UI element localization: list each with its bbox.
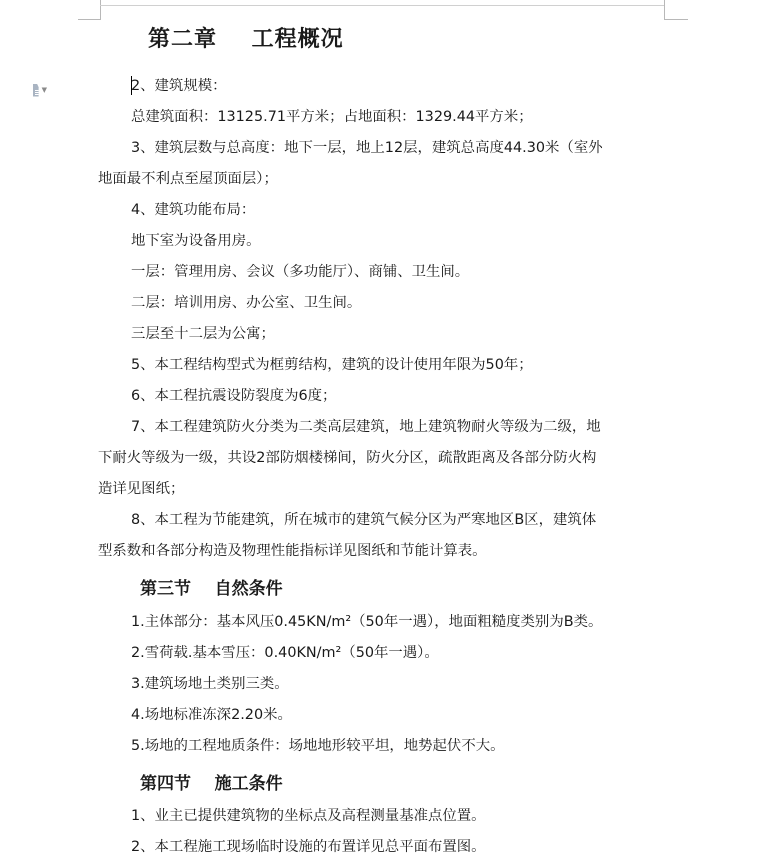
paragraph-line[interactable]: 1.主体部分：基本风压0.45KN/m²（50年一遇），地面粗糙度类别为B类。: [131, 614, 603, 630]
paragraph-line[interactable]: 总建筑面积：13125.71平方米；占地面积：1329.44平方米；: [131, 109, 533, 125]
crop-mark-left: [100, 0, 101, 20]
paragraph-line[interactable]: 5.场地的工程地质条件：场地地形较平坦，地势起伏不大。: [131, 738, 505, 754]
paragraph-line[interactable]: 下耐火等级为一级，共设2部防烟楼梯间，防火分区，疏散距离及各部分防火构: [98, 450, 597, 466]
paragraph-line[interactable]: 地面最不利点至屋顶面层）；: [98, 171, 278, 187]
paragraph-line[interactable]: 8、本工程为节能建筑，所在城市的建筑气候分区为严寒地区B区，建筑体: [131, 512, 597, 528]
crop-mark-right-h: [664, 19, 688, 20]
paragraph-line[interactable]: 2、建筑规模：: [131, 78, 227, 94]
section-title-construction: 第四节 施工条件: [140, 774, 283, 794]
paragraph-line[interactable]: 4、建筑功能布局：: [131, 202, 256, 218]
paragraph-line[interactable]: 三层至十二层为公寓；: [131, 326, 275, 342]
chevron-down-icon: ▼: [41, 85, 47, 94]
paragraph-line[interactable]: 一层：管理用房、会议（多功能厅）、商铺、卫生间。: [131, 264, 470, 280]
paragraph-line[interactable]: 二层：培训用房、办公室、卫生间。: [131, 295, 362, 311]
crop-mark-left-h: [78, 19, 100, 20]
paragraph-line[interactable]: 1、业主已提供建筑物的坐标点及高程测量基准点位置。: [131, 808, 486, 824]
paragraph-line[interactable]: 7、本工程建筑防火分类为二类高层建筑，地上建筑物耐火等级为二级，地: [131, 419, 601, 435]
paragraph-line[interactable]: 5、本工程结构型式为框剪结构，建筑的设计使用年限为50年；: [131, 357, 533, 373]
paragraph-line[interactable]: 4.场地标准冻深2.20米。: [131, 707, 292, 723]
document-icon: [33, 84, 39, 97]
paragraph-line[interactable]: 型系数和各部分构造及物理性能指标详见图纸和节能计算表。: [98, 543, 487, 559]
paragraph-line[interactable]: 2、本工程施工现场临时设施的布置详见总平面布置图。: [131, 839, 486, 855]
paragraph-line[interactable]: 造详见图纸；: [98, 481, 185, 497]
paragraph-line[interactable]: 3.建筑场地土类别三类。: [131, 676, 289, 692]
crop-mark-right: [664, 0, 665, 20]
section-title-natural: 第三节 自然条件: [140, 579, 283, 599]
paragraph-line[interactable]: 6、本工程抗震设防裂度为6度；: [131, 388, 337, 404]
paragraph-line[interactable]: 3、建筑层数与总高度：地下一层，地上12层，建筑总高度44.30米（室外: [131, 140, 603, 156]
chapter-title: 第二章 工程概况: [148, 26, 344, 52]
paragraph-line[interactable]: 地下室为设备用房。: [131, 233, 261, 249]
paragraph-line[interactable]: 2.雪荷载.基本雪压：0.40KN/m²（50年一遇）。: [131, 645, 439, 661]
page-top-edge: [100, 5, 664, 6]
paste-options-icon[interactable]: [33, 82, 47, 98]
